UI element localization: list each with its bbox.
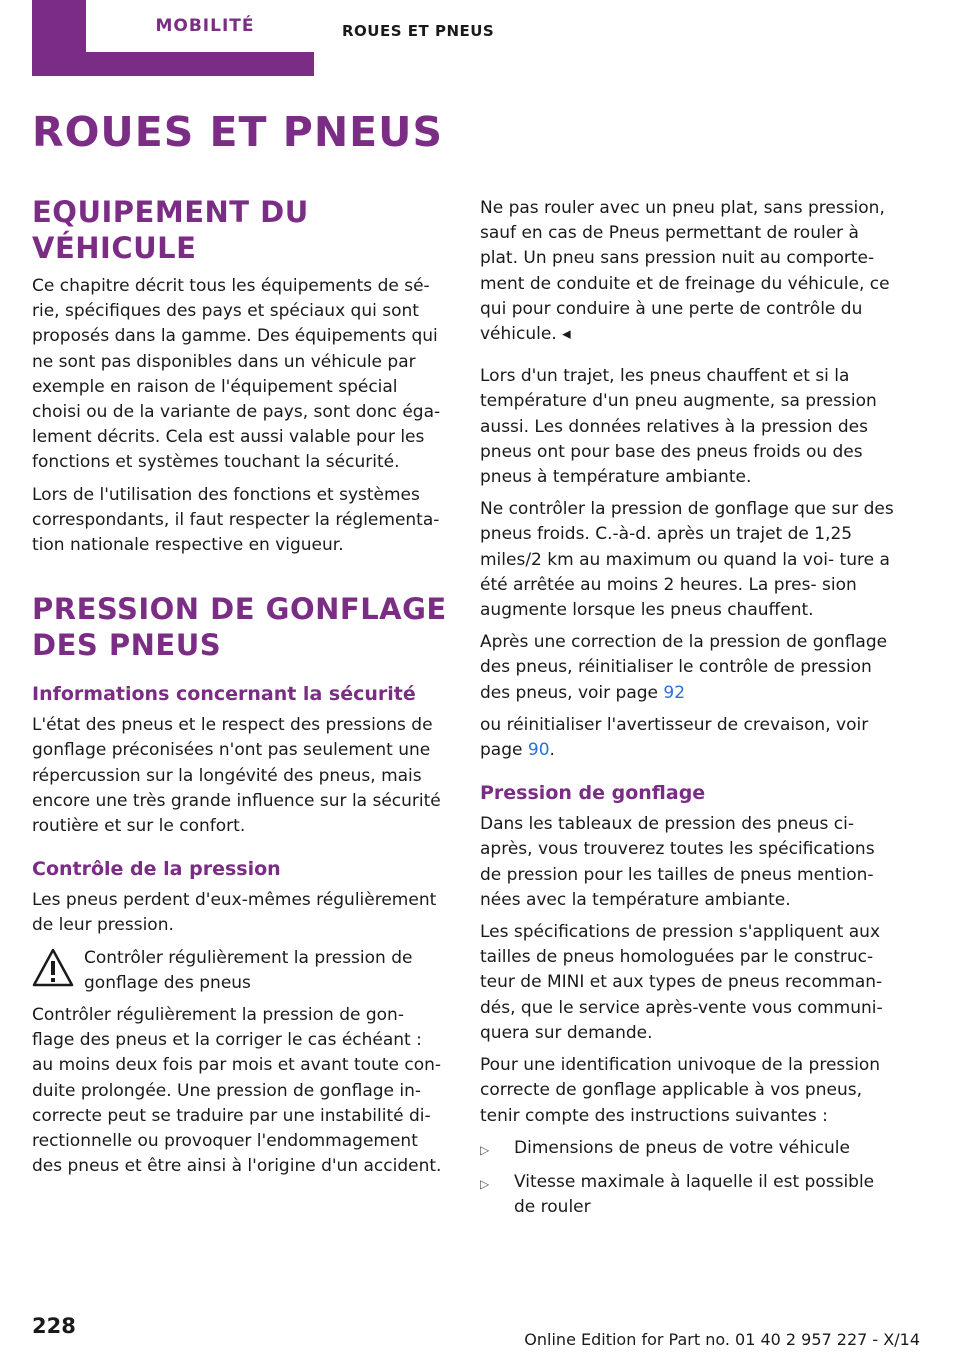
tab-mobilite[interactable] [32, 0, 314, 76]
paragraph-text: Après une correction de la pression de gonflage des pneus, réinitialiser le contrôle de pression des pneus, voir page [480, 632, 888, 703]
paragraph [480, 630, 900, 706]
end-mark-icon: ◂ [562, 324, 571, 345]
paragraph [480, 196, 900, 347]
list-item-text: Dimensions de pneus de votre véhicule [514, 1137, 850, 1158]
page-number: 228 [32, 1314, 76, 1338]
paragraph [480, 713, 900, 763]
tab-mobilite-label: MOBILITÉ [86, 0, 324, 52]
list-item [480, 1170, 900, 1220]
subheading-pression-gonflage: Pression de gonflage [480, 782, 706, 805]
paragraph: Lors d'un trajet, les pneus chauffent et si la température d'un pneu augmente, sa pression aussi. Les données relatives à la pression des pneus ont pour base des pneus froids ou des pneus à température ambiante. [480, 366, 877, 488]
right-column [480, 196, 900, 1227]
warning-block [32, 946, 448, 996]
warning-text: Contrôler régulièrement la pression de gonflage des pneus [84, 947, 413, 993]
section-heading-pression: PRESSION DE GONFLAGE DES PNEUS [32, 592, 447, 663]
paragraph: L'état des pneus et le respect des pressions de gonflage préconisées n'ont pas seulement une répercussion sur la longévité des pneus, mais encore une très grande influence sur la sécurité routière et sur le confort. [32, 715, 441, 837]
bullet-list [480, 1136, 900, 1221]
paragraph-end: . [549, 740, 555, 761]
left-column [32, 194, 448, 1186]
paragraph: Les pneus perdent d'eux-mêmes régulièrement de leur pression. [32, 890, 437, 936]
list-item-text: Vitesse maximale à laquelle il est possible de rouler [514, 1171, 875, 1218]
page-link-92[interactable]: 92 [663, 682, 686, 703]
paragraph-text: Ne pas rouler avec un pneu plat, sans pression, sauf en cas de Pneus permettant de rouler à plat. Un pneu sans pression nuit au comporte- ment de conduite et de freinage du véhicule, ce qui pour conduire à une perte de contrôle du véhicule. [480, 198, 890, 345]
subheading-securite: Informations concernant la sécurité [32, 683, 416, 706]
section-heading-equipement: EQUIPEMENT DU VÉHICULE [32, 195, 309, 265]
edition-footer: Online Edition for Part no. 01 40 2 957 227 - X/14 [524, 1330, 920, 1349]
bullet-arrow-icon: ▷ [480, 1142, 490, 1157]
paragraph: Pour une identification univoque de la pression correcte de gonflage applicable à vos pneus, tenir compte des instructions suivantes : [480, 1055, 881, 1126]
tab-roues-et-pneus[interactable]: ROUES ET PNEUS [342, 22, 495, 40]
page-link-90[interactable]: 90 [527, 740, 550, 761]
list-item [480, 1136, 900, 1163]
paragraph: Ce chapitre décrit tous les équipements de sé- rie, spécifiques des pays et spéciaux qui sont proposés dans la gamme. Des équipements qui ne sont pas disponibles dans un véhicule par exemple en raison de l'équipement spécial choisi ou de la variante de pays, sont donc éga- lement décrits. Cela est aussi valable pour les fonctions et systèmes touchant la sécurité. [32, 276, 441, 473]
paragraph: Lors de l'utilisation des fonctions et systèmes correspondants, il faut respecter la réglementa- tion nationale respective en vigueur. [32, 484, 440, 556]
warning-triangle-icon [32, 948, 74, 988]
paragraph: Les spécifications de pression s'appliquent aux tailles de pneus homologuées par le construc- teur de MINI et aux types de pneus recomman- dés, que le service après-vente vous communi- quera sur demande. [480, 922, 883, 1043]
paragraph-text: ou réinitialiser l'avertisseur de crevaison, voir page [480, 714, 869, 761]
page-title: ROUES ET PNEUS [32, 108, 443, 156]
paragraph: Dans les tableaux de pression des pneus ci- après, vous trouverez toutes les spécifications de pression pour les tailles de pneus mention- nées avec la température ambiante. [480, 814, 875, 910]
header-tabbar [0, 0, 960, 76]
bullet-arrow-icon: ▷ [480, 1176, 490, 1191]
subheading-controle: Contrôle de la pression [32, 858, 281, 881]
paragraph: Ne contrôler la pression de gonflage que sur des pneus froids. C.-à-d. après un trajet de 1,25 miles/2 km au maximum ou quand la voi- ture a été arrêtée au moins 2 heures. La pres- sion augmente lorsque les pneus chauffent. [480, 499, 894, 621]
paragraph: Contrôler régulièrement la pression de gon- flage des pneus et la corriger le cas échéant : au moins deux fois par mois et avant toute con- duite prolongée. Une pression de gonflage in- correcte peut se traduire par une instabilité di- rectionnelle ou provoquer l'endommagement des pneus et être ainsi à l'origine d'un accident. [32, 1005, 442, 1177]
